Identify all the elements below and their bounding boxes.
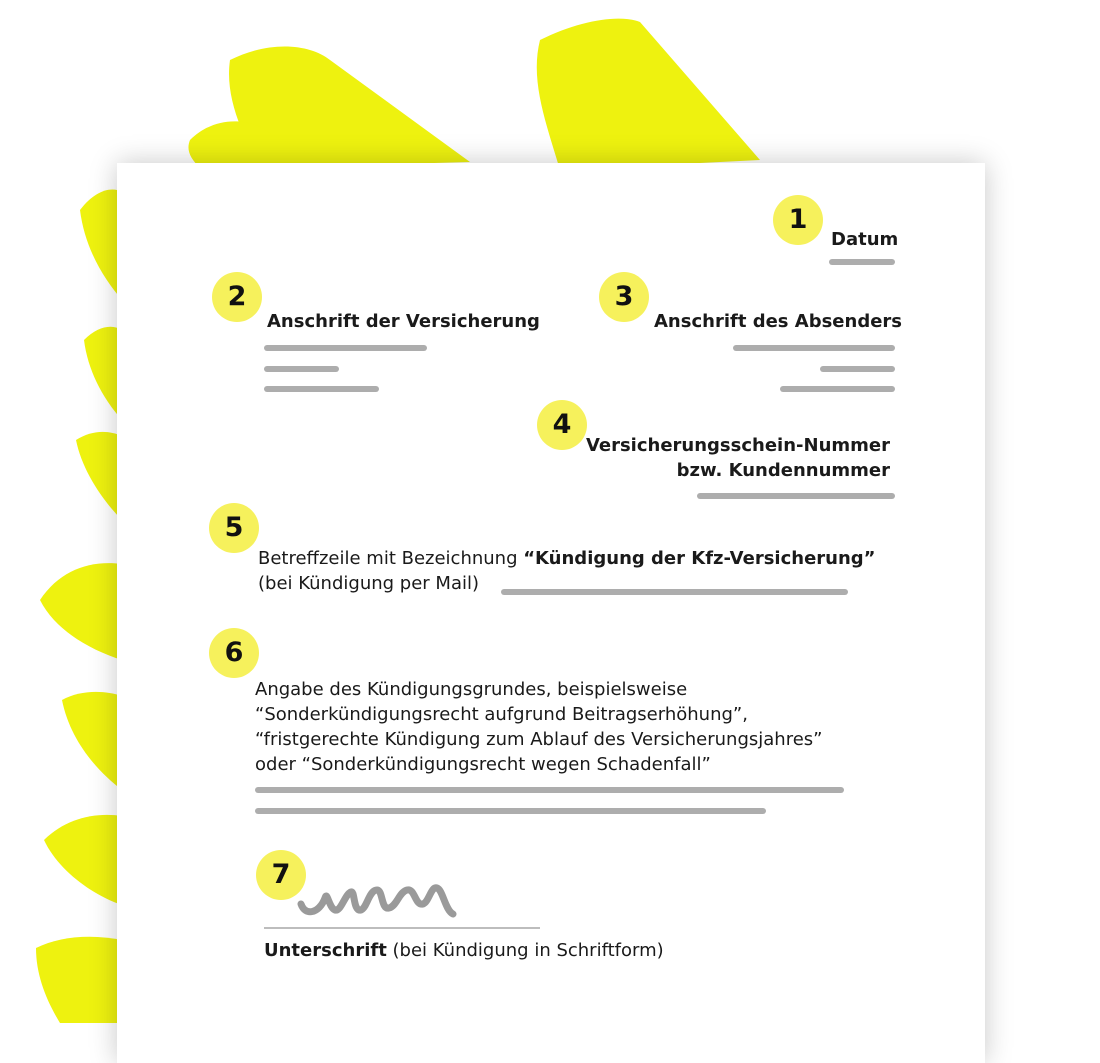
- placeholder-line-sender-1: [733, 345, 895, 351]
- reason-line-2: “Sonderkündigungsrecht aufgrund Beitragserhöhung”,: [255, 704, 748, 725]
- badge-5: 5: [209, 503, 259, 553]
- signature-scribble: [295, 880, 465, 925]
- label-signature: [264, 940, 664, 961]
- label-signature-rest: (bei Kündigung in Schriftform): [386, 940, 664, 961]
- subject-line-row-1: [258, 546, 876, 571]
- label-policy-number-line-1: Versicherungsschein-Nummer: [585, 435, 890, 456]
- placeholder-line-sender-3: [780, 386, 895, 392]
- subject-line-prefix: Betreffzeile mit Bezeichnung: [258, 548, 524, 569]
- reason-line-4: oder “Sonderkündigungsrecht wegen Schadenfall”: [255, 754, 711, 775]
- badge-6: 6: [209, 628, 259, 678]
- cancellation-reason-text: [255, 677, 822, 777]
- subject-line-bold: “Kündigung der Kfz-Versicherung”: [523, 548, 876, 569]
- placeholder-line-subject: [501, 589, 848, 595]
- placeholder-line-sender-2: [820, 366, 895, 372]
- badge-2: 2: [212, 272, 262, 322]
- placeholder-line-date: [829, 259, 895, 265]
- placeholder-line-reason-1: [255, 787, 844, 793]
- reason-line-3: “fristgerechte Kündigung zum Ablauf des Versicherungsjahres”: [255, 729, 823, 750]
- reason-line-1: Angabe des Kündigungsgrundes, beispielsweise: [255, 679, 688, 700]
- label-insurer-address: Anschrift der Versicherung: [267, 311, 540, 332]
- badge-1: 1: [773, 195, 823, 245]
- label-policy-number: [560, 433, 890, 483]
- badge-3: 3: [599, 272, 649, 322]
- badge-7: 7: [256, 850, 306, 900]
- subject-line-row-2: (bei Kündigung per Mail): [258, 573, 479, 594]
- label-date: Datum: [831, 229, 899, 250]
- label-signature-bold: Unterschrift: [264, 940, 387, 961]
- placeholder-line-insurer-1: [264, 345, 427, 351]
- placeholder-line-insurer-2: [264, 366, 339, 372]
- badge-4: 4: [537, 400, 587, 450]
- placeholder-line-policy-number: [697, 493, 895, 499]
- signature-baseline: [264, 927, 540, 929]
- placeholder-line-reason-2: [255, 808, 766, 814]
- label-policy-number-line-2: bzw. Kundennummer: [676, 460, 890, 481]
- label-sender-address: Anschrift des Absenders: [654, 311, 903, 332]
- placeholder-line-insurer-3: [264, 386, 379, 392]
